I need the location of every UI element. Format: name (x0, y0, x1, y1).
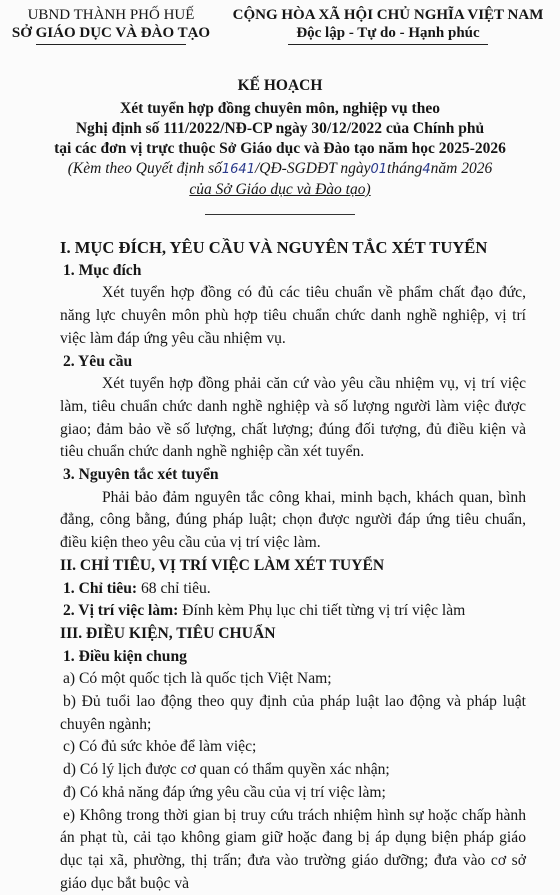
document-body (60, 234, 526, 895)
title-line-2: Nghị định số 111/2022/NĐ-CP ngày 30/12/2022 của Chính phủ (75, 120, 485, 137)
decision-day: 01 (370, 162, 388, 177)
attachment-text-c: tháng (387, 160, 423, 177)
section-1-1-heading: 1. Mục đích (63, 261, 142, 279)
motto-underline (288, 44, 488, 45)
decision-number: 1641 (221, 162, 255, 177)
condition-c: c) Có đủ sức khỏe để làm việc; (63, 738, 257, 756)
position-label: 2. Vị trí việc làm: (63, 602, 179, 620)
attachment-line-1 (0, 159, 560, 180)
title-main: KẾ HOẠCH (237, 77, 323, 94)
title-line-3: tại các đơn vị trực thuộc Sở Giáo dục và Đào tạo năm học 2025-2026 (54, 140, 506, 157)
decision-month: 4 (422, 162, 431, 177)
quota-line (60, 578, 526, 601)
agency-underline (36, 44, 186, 45)
attachment-line-2 (0, 180, 560, 200)
section-2-heading: II. CHỈ TIÊU, VỊ TRÍ VIỆC LÀM XÉT TUYỂN (60, 556, 385, 574)
condition-e: e) Không trong thời gian bị truy cứu trách nhiệm hình sự hoặc chấp hành án phạt tù, cải tạo không giam giữ hoặc đang bị áp dụng biện pháp giáo dục tại xã, phường, thị trấn; đưa vào trường giáo dưỡng; đưa vào cơ sở giáo dục bắt buộc và (60, 806, 526, 892)
agency-header (2, 6, 220, 45)
section-1-3-heading: 3. Nguyên tắc xét tuyển (63, 466, 219, 484)
position-value: Đính kèm Phụ lục chi tiết từng vị trí việc làm (178, 602, 466, 620)
condition-b: b) Đủ tuổi lao động theo quy định của pháp luật lao động và pháp luật chuyên ngành; (60, 693, 526, 733)
section-1-2-heading: 2. Yêu cầu (63, 352, 133, 370)
national-header (218, 6, 558, 45)
document-title (0, 76, 560, 200)
title-line-1: Xét tuyển hợp đồng chuyên môn, nghiệp vụ theo (120, 100, 440, 117)
condition-a: a) Có một quốc tịch là quốc tịch Việt Nam; (63, 670, 332, 688)
paragraph-purpose: Xét tuyển hợp đồng có đủ các tiêu chuẩn về phẩm chất đạo đức, năng lực chuyên môn phù hợp tiêu chuẩn chức danh nghề nghiệp, vị trí việc làm đáp ứng yêu cầu nhiệm vụ. (60, 284, 526, 347)
attachment-text-a: (Kèm theo Quyết định số (67, 160, 222, 177)
paragraph-principles: Phải bảo đảm nguyên tắc công khai, minh bạch, khách quan, bình đẳng, công bằng, đúng pháp luật; chọn được người đáp ứng tiêu chuẩn, điều kiện theo yêu cầu của vị trí việc làm. (60, 488, 526, 552)
agency-name: SỞ GIÁO DỤC VÀ ĐÀO TẠO (11, 25, 211, 41)
section-3-1-heading: 1. Điều kiện chung (63, 647, 187, 665)
agency-parent: UBND THÀNH PHỐ HUẾ (27, 7, 195, 23)
attachment-text-b: /QĐ-SGDĐT ngày (254, 160, 371, 177)
quota-value: 68 chỉ tiêu. (137, 579, 211, 597)
paragraph-requirements: Xét tuyển hợp đồng phải căn cứ vào yêu cầu nhiệm vụ, vị trí việc làm, tiêu chuẩn chức danh nghề nghiệp và số lượng người làm việc được giao; đảm bảo về số lượng, chất lượng; đúng đối tượng, đủ điều kiện và tiêu chuẩn chức danh nghề nghiệp cần xét tuyển. (60, 375, 526, 461)
attachment-issuer: của Sở Giáo dục và Đào tạo) (189, 181, 371, 198)
national-motto: Độc lập - Tự do - Hạnh phúc (296, 25, 480, 41)
section-1-heading: I. MỤC ĐÍCH, YÊU CẦU VÀ NGUYÊN TẮC XÉT TUYỂN (60, 238, 488, 257)
position-line (60, 600, 526, 623)
section-3-heading: III. ĐIỀU KIỆN, TIÊU CHUẨN (60, 624, 276, 642)
condition-d: d) Có lý lịch được cơ quan có thẩm quyền xác nhận; (63, 761, 390, 779)
title-divider (205, 214, 355, 215)
national-name: CỘNG HÒA XÃ HỘI CHỦ NGHĨA VIỆT NAM (232, 7, 544, 23)
attachment-text-d: năm 2026 (430, 160, 493, 177)
quota-label: 1. Chỉ tiêu: (63, 579, 138, 597)
condition-dd: đ) Có khả năng đáp ứng yêu cầu của vị trí việc làm; (63, 783, 386, 801)
